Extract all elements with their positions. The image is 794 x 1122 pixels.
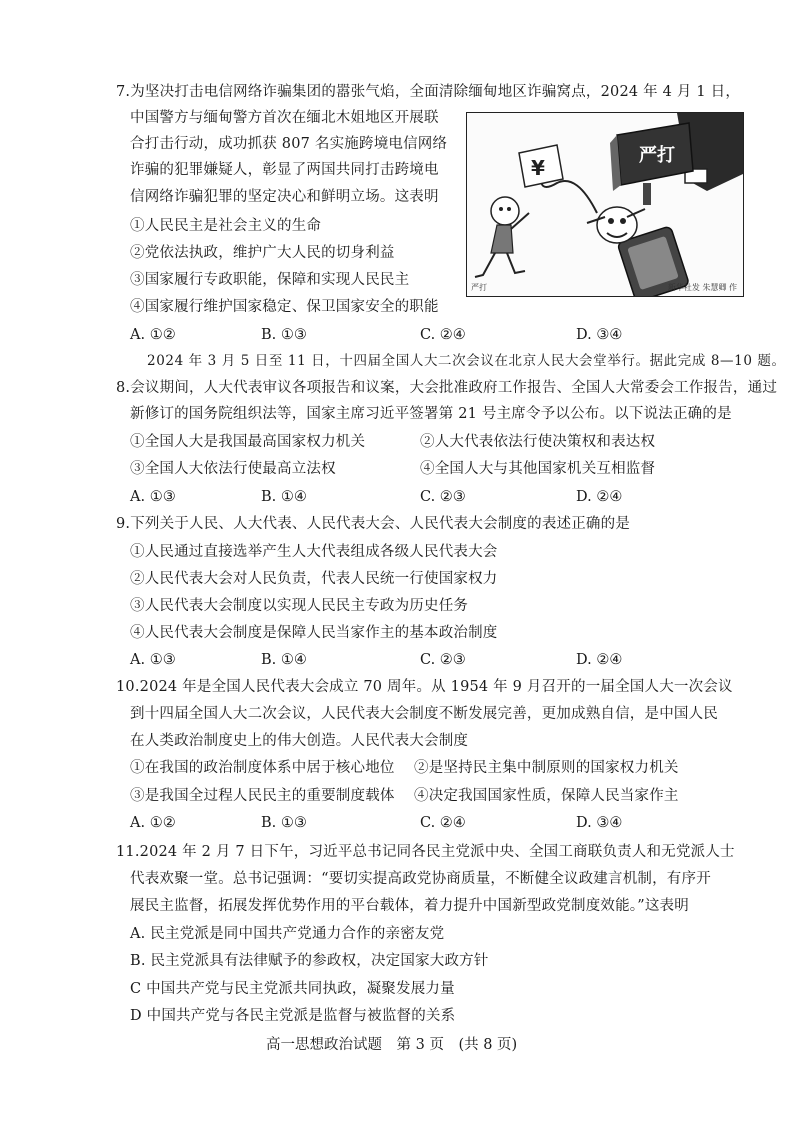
q9-option-d: D. ②④ <box>576 652 623 668</box>
q10-stem-line-2: 到十四届全国人大二次会议，人民代表大会制度不断发展完善，更加成熟自信，是中国人民 <box>130 706 718 722</box>
q11-stem-line-3: 展民主监督，拓展发挥优势作用的平台载体，着力提升中国新型政党制度效能。”这表明 <box>130 898 689 914</box>
cartoon-illustration <box>466 112 744 297</box>
q7-item-1: ①人民民主是社会主义的生命 <box>130 218 322 234</box>
q11-stem-line-1: 11.2024 年 2 月 7 日下午，习近平总书记同各民主党派中央、全国工商联负责人和无党派人士 <box>116 844 735 860</box>
cartoon-drawing <box>467 113 744 297</box>
q8-stem-line-2: 新修订的国务院组织法等，国家主席习近平签署第 21 号主席令予以公布。以下说法正确的是 <box>130 406 732 422</box>
page-footer: 高一思想政治试题 第 3 页 (共 8 页) <box>266 1037 518 1053</box>
q7-option-a: A. ①② <box>130 327 176 343</box>
q11-stem-line-2: 代表欢聚一堂。总书记强调：“要切实提高政党协商质量，不断健全议政建言机制，有序开 <box>130 871 711 887</box>
cartoon-money-symbol: ¥ <box>531 156 545 180</box>
q8-option-a: A. ①③ <box>130 489 176 505</box>
q11-option-c: C 中国共产党与民主党派共同执政，凝聚发展力量 <box>130 981 455 997</box>
q9-option-a: A. ①③ <box>130 652 176 668</box>
q11-option-d: D 中国共产党与各民主党派是监督与被监督的关系 <box>130 1008 456 1024</box>
q10-item-2: ②是坚持民主集中制原则的国家权力机关 <box>414 760 679 776</box>
q10-option-b: B. ①③ <box>261 815 307 831</box>
q10-item-4: ④决定我国国家性质，保障人民当家作主 <box>414 788 679 804</box>
q7-stem-line-1: 7.为坚决打击电信网络诈骗集团的嚣张气焰，全面清除缅甸地区诈骗窝点，2024 年 4 月 1 日， <box>116 84 741 100</box>
q10-option-a: A. ①② <box>130 815 176 831</box>
q8-option-d: D. ②④ <box>576 489 623 505</box>
q8-item-4: ④全国人大与其他国家机关互相监督 <box>420 461 656 477</box>
q9-item-1: ①人民通过直接选举产生人大代表组成各级人民代表大会 <box>130 544 498 560</box>
intro-questions-8-10: 2024 年 3 月 5 日至 11 日，十四届全国人大二次会议在北京人民大会堂举行。据此完成 8—10 题。 <box>147 353 786 369</box>
q10-option-c: C. ②④ <box>420 815 466 831</box>
q10-option-d: D. ③④ <box>576 815 623 831</box>
q7-stem-line-5: 信网络诈骗犯罪的坚定决心和鲜明立场。这表明 <box>130 189 439 205</box>
q7-option-d: D. ③④ <box>576 327 623 343</box>
cartoon-sign-text: 严打 <box>639 145 675 166</box>
q10-stem-line-1: 10.2024 年是全国人民代表大会成立 70 周年。从 1954 年 9 月召开的一届全国人大一次会议 <box>116 679 733 695</box>
q9-item-3: ③人民代表大会制度以实现人民民主专政为历史任务 <box>130 598 469 614</box>
q9-item-4: ④人民代表大会制度是保障人民当家作主的基本政治制度 <box>130 625 498 641</box>
q11-option-a: A. 民主党派是同中国共产党通力合作的亲密友党 <box>130 926 445 942</box>
q7-option-b: B. ①③ <box>261 327 307 343</box>
q8-stem-line-1: 8.会议期间，人大代表审议各项报告和议案，大会批准政府工作报告、全国人大常委会工作报告，通过 <box>116 380 778 396</box>
q7-option-c: C. ②④ <box>420 327 466 343</box>
q7-item-2: ②党依法执政，维护广大人民的切身利益 <box>130 245 395 261</box>
cartoon-caption-credit: 新华社发 朱慧卿 作 <box>667 283 737 292</box>
q8-item-3: ③全国人大依法行使最高立法权 <box>130 461 336 477</box>
q9-stem: 9.下列关于人民、人大代表、人民代表大会、人民代表大会制度的表述正确的是 <box>116 516 631 532</box>
q7-stem-line-4: 诈骗的犯罪嫌疑人，彰显了两国共同打击跨境电 <box>130 162 439 178</box>
q9-option-c: C. ②③ <box>420 652 466 668</box>
q9-item-2: ②人民代表大会对人民负责，代表人民统一行使国家权力 <box>130 571 498 587</box>
q9-option-b: B. ①④ <box>261 652 307 668</box>
q8-option-c: C. ②③ <box>420 489 466 505</box>
q10-stem-line-3: 在人类政治制度史上的伟大创造。人民代表大会制度 <box>130 733 469 749</box>
q8-item-2: ②人大代表依法行使决策权和表达权 <box>420 434 656 450</box>
q8-item-1: ①全国人大是我国最高国家权力机关 <box>130 434 366 450</box>
cartoon-caption-left: 严打 <box>471 283 487 292</box>
q7-stem-line-3: 合打击行动，成功抓获 807 名实施跨境电信网络 <box>130 136 448 152</box>
q10-item-3: ③是我国全过程人民民主的重要制度载体 <box>130 788 395 804</box>
q7-item-4: ④国家履行维护国家稳定、保卫国家安全的职能 <box>130 299 439 315</box>
q10-item-1: ①在我国的政治制度体系中居于核心地位 <box>130 760 395 776</box>
q7-item-3: ③国家履行专政职能，保障和实现人民民主 <box>130 272 410 288</box>
q7-stem-line-2: 中国警方与缅甸警方首次在缅北木姐地区开展联 <box>130 110 439 126</box>
q8-option-b: B. ①④ <box>261 489 307 505</box>
q11-option-b: B. 民主党派具有法律赋予的参政权，决定国家大政方针 <box>130 953 489 969</box>
